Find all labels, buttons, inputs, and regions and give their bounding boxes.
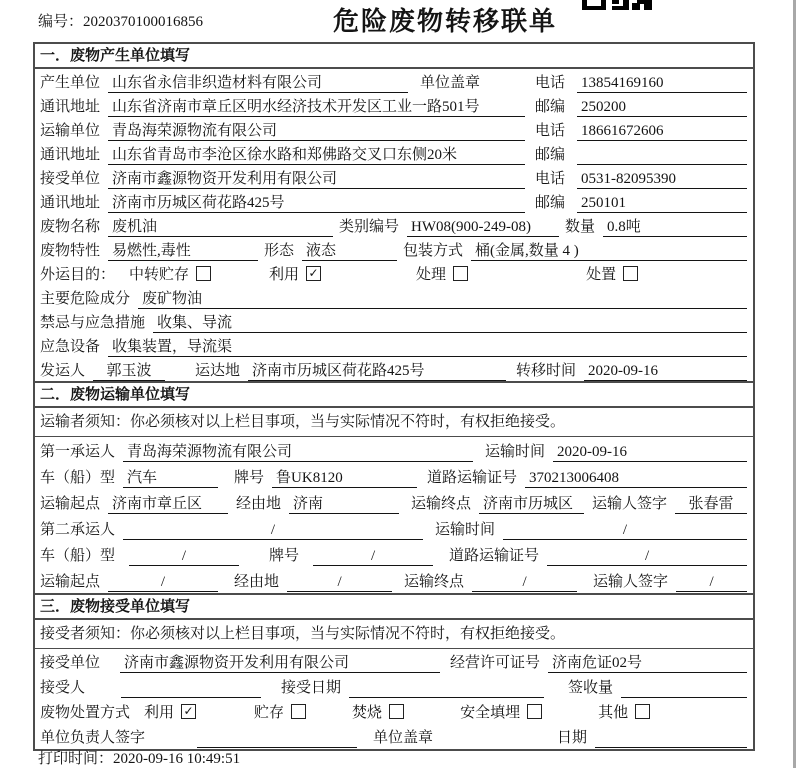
- receipt-amount-value: [621, 678, 747, 698]
- phone-label: 电话: [535, 74, 566, 91]
- checkbox-icon: [196, 266, 211, 281]
- origin-label: 运输起点: [40, 495, 101, 512]
- row-transport-purpose: [35, 261, 753, 285]
- carrier2-label: 第二承运人: [40, 521, 116, 538]
- checkbox-icon: [623, 266, 638, 281]
- traits-value: 易燃性,毒性: [108, 241, 258, 261]
- receiver-unit-value: 济南市鑫源物资开发利用有限公司: [108, 169, 525, 189]
- manager-sign-value: [197, 728, 357, 748]
- receive-unit-value: 济南市鑫源物资开发利用有限公司: [120, 653, 440, 673]
- transfer-time-value: 2020-09-16: [584, 361, 747, 381]
- shipper-value: 郭玉波: [93, 361, 165, 381]
- category-label: 类别编号: [339, 218, 400, 235]
- date-label: 日期: [557, 730, 588, 746]
- manager-sign-label: 单位负责人签字: [40, 730, 146, 746]
- shipper-label: 发运人: [40, 362, 86, 379]
- print-time-value: 2020-09-16 10:49:51: [113, 751, 241, 767]
- option-label: 焚烧: [352, 705, 383, 721]
- option-label: 处理: [416, 266, 447, 283]
- producer-zip-value: 250200: [577, 97, 747, 117]
- option-label: 贮存: [254, 705, 285, 721]
- row-receiver-unit: [35, 165, 753, 189]
- origin-label: 运输起点: [40, 573, 101, 590]
- page-title: 危险废物转移联单: [333, 6, 558, 36]
- option-transfer-storage: [129, 263, 211, 284]
- via1-value: 济南: [289, 494, 399, 514]
- row-taboo-measures: [35, 309, 753, 333]
- section-receiver: [35, 593, 753, 749]
- row-second-carrier: [35, 515, 753, 541]
- row-first-carrier: [35, 437, 753, 463]
- receiver-phone-value: 0531-82095390: [577, 169, 747, 189]
- serial-value: 2020370100016856: [83, 14, 204, 30]
- transport-time-label: 运输时间: [435, 521, 496, 538]
- print-time-label: 打印时间：: [38, 751, 114, 767]
- disposal-label: 废物处置方式: [40, 705, 131, 721]
- origin1-value: 济南市章丘区: [108, 494, 228, 514]
- row-receive-unit: [35, 649, 753, 674]
- hazard-label: 主要危险成分: [40, 290, 131, 307]
- row-shipper: [35, 357, 753, 381]
- row-transporter-unit: [35, 117, 753, 141]
- receiver-unit-label: 接受单位: [40, 170, 101, 187]
- permit2-value: /: [547, 546, 747, 566]
- row-disposal-method: [35, 699, 753, 724]
- option-label: 处置: [586, 266, 617, 283]
- end-label: 运输终点: [404, 573, 465, 590]
- transport-time2-value: /: [503, 520, 747, 540]
- print-time: [38, 747, 240, 768]
- producer-phone-value: 13854169160: [577, 73, 747, 93]
- date-value: [595, 728, 747, 748]
- destination-label: 运达地: [195, 362, 241, 379]
- end-label: 运输终点: [411, 495, 472, 512]
- category-value: HW08(900-249-08): [407, 217, 559, 237]
- carrier2-value: /: [123, 520, 423, 540]
- carrier1-value: 青岛海荣源物流有限公司: [123, 442, 473, 462]
- form-label: 形态: [264, 242, 295, 259]
- section1-title: 一．废物产生单位填写: [35, 44, 753, 69]
- checkbox-icon: [635, 704, 650, 719]
- equipment-value: 收集装置，导流渠: [108, 337, 747, 357]
- producer-address-value: 山东省济南市章丘区明水经济技术开发区工业一路501号: [108, 97, 525, 117]
- road-permit-label: 道路运输证号: [427, 469, 518, 486]
- transporter-address-value: 山东省青岛市李沧区徐水路和郑佛路交叉口东侧20米: [108, 145, 525, 165]
- transporter-zip-value: [577, 145, 747, 165]
- row-emergency-equipment: [35, 333, 753, 357]
- row-receiver-address: [35, 189, 753, 213]
- serial-label: 编号：: [38, 14, 84, 30]
- road-permit-label: 道路运输证号: [449, 547, 540, 564]
- checkbox-checked-icon: ✓: [181, 704, 196, 719]
- serial-number: [38, 10, 203, 31]
- traits-label: 废物特性: [40, 242, 101, 259]
- packing-label: 包装方式: [403, 242, 464, 259]
- purpose-label: 外运目的：: [40, 266, 116, 283]
- packing-value: 桶(金属,数量 4 ): [471, 241, 747, 261]
- option-utilize: [269, 263, 321, 284]
- end1-value: 济南市历城区: [479, 494, 584, 514]
- producer-unit-value: 山东省永信非织造材料有限公司: [108, 73, 408, 93]
- sign2-value: /: [676, 572, 747, 592]
- receipt-amount-label: 签收量: [568, 680, 614, 696]
- receiver-address-value: 济南市历城区荷花路425号: [108, 193, 525, 213]
- section-producer: [35, 44, 753, 381]
- row-vehicle-2: [35, 541, 753, 567]
- row-producer-unit: [35, 69, 753, 93]
- quantity-value: 0.8吨: [603, 217, 747, 237]
- zip-label: 邮编: [535, 98, 566, 115]
- carrier1-label: 第一承运人: [40, 443, 116, 460]
- row-hazard-components: [35, 285, 753, 309]
- origin2-value: /: [108, 572, 218, 592]
- carrier-sign-label: 运输人签字: [593, 573, 669, 590]
- hazard-value: 废矿物油: [138, 289, 747, 309]
- transporter-notice: 运输者须知：你必须核对以上栏目事项，当与实际情况不符时，有权拒绝接受。: [35, 408, 753, 437]
- via-label: 经由地: [236, 495, 282, 512]
- option-safe-landfill: [460, 701, 542, 722]
- carrier-sign-label: 运输人签字: [592, 495, 668, 512]
- form-value: 液态: [302, 241, 397, 261]
- plate2-value: /: [313, 546, 433, 566]
- permit1-value: 370213006408: [525, 468, 747, 488]
- quantity-label: 数量: [565, 218, 596, 235]
- phone-label: 电话: [535, 122, 566, 139]
- taboo-label: 禁忌与应急措施: [40, 314, 146, 331]
- checkbox-icon: [453, 266, 468, 281]
- receiver-notice: 接受者须知：你必须核对以上栏目事项，当与实际情况不符时，有权拒绝接受。: [35, 620, 753, 649]
- sign1-value: 张春雷: [675, 494, 747, 514]
- waste-name-value: 废机油: [108, 217, 333, 237]
- row-waste-traits: [35, 237, 753, 261]
- via-label: 经由地: [234, 573, 280, 590]
- qr-code-partial-icon: [582, 0, 654, 11]
- transport-time1-value: 2020-09-16: [553, 442, 747, 462]
- plate-label: 牌号: [234, 469, 265, 486]
- section3-title: 三．废物接受单位填写: [35, 595, 753, 620]
- row-waste-name: [35, 213, 753, 237]
- section-transporter: [35, 381, 753, 593]
- unit-stamp-label: 单位盖章: [420, 74, 481, 91]
- equipment-label: 应急设备: [40, 338, 101, 355]
- plate1-value: 鲁UK8120: [272, 468, 417, 488]
- option-incinerate: [352, 701, 404, 722]
- receive-date-value: [349, 678, 544, 698]
- producer-unit-label: 产生单位: [40, 74, 101, 91]
- row-producer-address: [35, 93, 753, 117]
- option-label: 利用: [269, 266, 300, 283]
- zip-label: 邮编: [535, 146, 566, 163]
- checkbox-icon: [291, 704, 306, 719]
- row-transporter-address: [35, 141, 753, 165]
- row-receive-person: [35, 674, 753, 699]
- option-label: 其他: [598, 705, 629, 721]
- manifest-form: [33, 42, 755, 751]
- row-vehicle-1: [35, 463, 753, 489]
- row-route-1: [35, 489, 753, 515]
- transporter-unit-label: 运输单位: [40, 122, 101, 139]
- option-label: 利用: [144, 705, 175, 721]
- checkbox-icon: [527, 704, 542, 719]
- option-label: 安全填埋: [460, 705, 521, 721]
- address-label: 通讯地址: [40, 146, 101, 163]
- vehicle-type-label: 车（船）型: [40, 547, 116, 564]
- option-label: 中转贮存: [129, 266, 190, 283]
- phone-label: 电话: [535, 170, 566, 187]
- option-utilize: [144, 701, 196, 722]
- checkbox-checked-icon: ✓: [306, 266, 321, 281]
- vehicle2-value: /: [129, 546, 239, 566]
- vehicle-type-label: 车（船）型: [40, 469, 116, 486]
- transporter-phone-value: 18661672606: [577, 121, 747, 141]
- transfer-time-label: 转移时间: [516, 362, 577, 379]
- destination-value: 济南市历城区荷花路425号: [248, 361, 506, 381]
- row-route-2: [35, 567, 753, 593]
- transport-time-label: 运输时间: [485, 443, 546, 460]
- option-other: [598, 701, 650, 722]
- option-store: [254, 701, 306, 722]
- license-value: 济南危证02号: [548, 653, 747, 673]
- waste-name-label: 废物名称: [40, 218, 101, 235]
- receive-person-label: 接受人: [40, 680, 86, 696]
- via2-value: /: [287, 572, 392, 592]
- end2-value: /: [472, 572, 577, 592]
- plate-label: 牌号: [269, 547, 300, 564]
- option-dispose: [586, 263, 638, 284]
- receive-unit-label: 接受单位: [40, 655, 101, 671]
- checkbox-icon: [389, 704, 404, 719]
- zip-label: 邮编: [535, 194, 566, 211]
- license-label: 经营许可证号: [450, 655, 541, 671]
- taboo-value: 收集、导流: [153, 313, 747, 333]
- address-label: 通讯地址: [40, 194, 101, 211]
- receive-date-label: 接受日期: [281, 680, 342, 696]
- unit-stamp-label: 单位盖章: [373, 730, 434, 746]
- option-treat: [416, 263, 468, 284]
- row-manager-sign: [35, 724, 753, 749]
- address-label: 通讯地址: [40, 98, 101, 115]
- transporter-unit-value: 青岛海荣源物流有限公司: [108, 121, 525, 141]
- vehicle1-value: 汽车: [123, 468, 218, 488]
- receive-person-value: [121, 678, 261, 698]
- receiver-zip-value: 250101: [577, 193, 747, 213]
- section2-title: 二．废物运输单位填写: [35, 383, 753, 408]
